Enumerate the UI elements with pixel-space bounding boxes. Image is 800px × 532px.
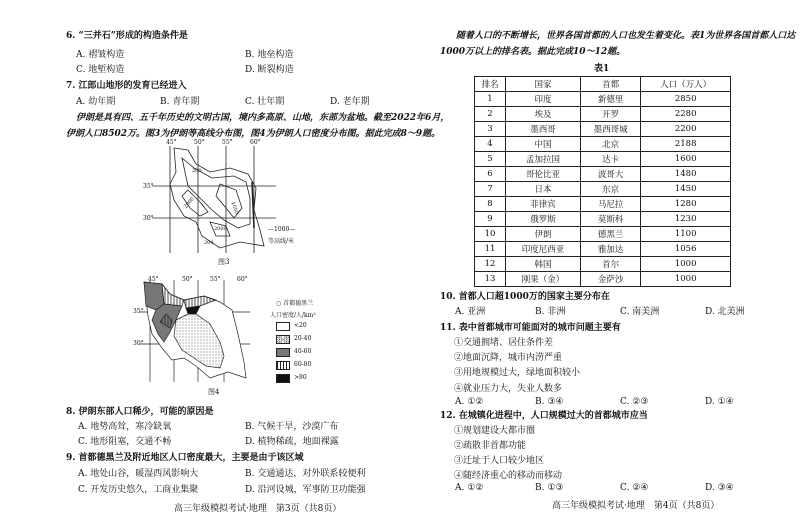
table-header-cell: 排名 [475,77,506,92]
table-row [475,137,731,152]
table-cell: 1450 [641,182,731,197]
q12-option-c: C. ②④ [620,483,649,493]
q10-option-c: C. 南美洲 [620,307,660,317]
fig3-lon-60: 60° [250,139,261,146]
table-cell: 新德里 [581,92,641,107]
q8-option-b: B. 气候干旱，沙漠广布 [245,422,339,432]
fig3-contour-label: 1000 [229,200,240,216]
fig4-lat-35: 35° [133,308,144,315]
table-cell: 10 [475,227,506,242]
q11-option-b: B. ③④ [535,397,564,407]
table-cell: 北京 [581,137,641,152]
table-cell: 伊朗 [506,227,581,242]
q10-option-a: A. 亚洲 [455,307,486,317]
table-row [475,242,731,257]
table-row [475,227,731,242]
q7-option-b: B. 青年期 [160,97,200,107]
q11-item: ①交通拥堵、居住条件差 [454,338,554,348]
table-row [475,122,731,137]
right-passage-line-2: 1000万以上的排名表。据此完成10～12题。 [440,47,626,57]
q11-item: ②地面沉降，城市内涝严重 [454,353,563,363]
q7-option-d: D. 老年期 [330,97,370,107]
table-cell: 孟加拉国 [506,152,581,167]
question-6-stem: 6. “三并石”形成的构造条件是 [66,31,188,41]
table-cell: 波哥大 [581,167,641,182]
question-12-stem: 12. 在城镇化进程中，人口规模过大的首都城市应当 [440,411,648,421]
table-cell: 7 [475,182,506,197]
table-cell: 1 [475,92,506,107]
fig4-lon-60: 60° [237,276,248,283]
table-header-row [475,77,731,92]
question-8-stem: 8. 伊朗东部人口稀少，可能的原因是 [66,407,214,417]
q10-option-b: B. 非洲 [535,307,566,317]
table-cell: 埃及 [506,107,581,122]
fig4-lat-30: 30° [133,340,144,347]
table-header-cell: 国家 [506,77,581,92]
fig3-lon-50: 50° [194,139,205,146]
fig4-lon-45: 45° [148,276,159,283]
fig3-contour-label: 2000 [214,226,227,232]
legend-label: <20 [294,322,307,329]
capital-population-table [474,76,731,287]
legend-swatch-40-60 [276,348,290,357]
table-cell: 1280 [641,197,731,212]
fig3-legend-line: —1000— [268,226,296,233]
q8-option-d: D. 植物稀疏，地面裸露 [245,437,339,447]
table-header-cell: 人口（万人） [641,77,731,92]
fig3-lat-30: 30° [143,215,154,222]
table-row [475,182,731,197]
page-footer-right: 高三年级模拟考试·地理 第4页（共8页） [552,501,720,511]
table-cell: 开罗 [581,107,641,122]
table-row [475,212,731,227]
fig3-lon-55: 55° [222,139,233,146]
fig4-lon-50: 50° [182,276,193,283]
q12-option-d: D. ③④ [705,483,734,493]
legend-label: >80 [294,374,307,381]
figure-4-population-density-map [140,276,260,384]
passage-line-1: 伊朗是具有四、五千年历史的文明古国，境内多高原、山地，东部为盆地。截至2022年6月， [76,113,450,123]
table-row [475,167,731,182]
table-cell: 2850 [641,92,731,107]
fig4-legend-title: 人口密度/人/km² [270,312,316,319]
q12-option-b: B. ①③ [535,483,564,493]
table-row [475,257,731,272]
question-10-stem: 10. 首都人口超1000万的国家主要分布在 [440,292,610,302]
table-cell: 2280 [641,107,731,122]
q12-item: ②疏散非首都功能 [454,441,527,451]
table-cell: 8 [475,197,506,212]
table-cell: 13 [475,272,506,287]
table-cell: 2 [475,107,506,122]
table-cell: 墨西哥城 [581,122,641,137]
legend-label: 60-80 [294,361,312,368]
q12-item: ③迁址于人口较少地区 [454,456,545,466]
legend-swatch-gt80 [276,374,290,383]
table-cell: 马尼拉 [581,197,641,212]
table-row [475,197,731,212]
question-7-stem: 7. 江郎山地形的发育已经进入 [66,81,187,91]
table-cell: 11 [475,242,506,257]
table-cell: 菲律宾 [506,197,581,212]
table-cell: 印度 [506,92,581,107]
q11-option-c: C. ②③ [620,397,649,407]
q11-option-a: A. ①② [455,397,484,407]
table-cell: 1480 [641,167,731,182]
fig3-lat-35: 35° [143,183,154,190]
table-cell: 3 [475,122,506,137]
table-cell: 金萨沙 [581,272,641,287]
fig4-capital-label: ○ 首都德黑兰 [276,300,314,307]
q12-option-a: A. ①② [455,483,484,493]
table-cell: 中国 [506,137,581,152]
fig4-caption: 图4 [208,388,220,396]
table-cell: 6 [475,167,506,182]
table-cell: 莫斯科 [581,212,641,227]
table-cell: 2188 [641,137,731,152]
page-footer-left: 高三年级模拟考试·地理 第3页（共8页） [174,504,342,514]
table-cell: 德黑兰 [581,227,641,242]
table-cell: 韩国 [506,257,581,272]
legend-label: 40-60 [294,348,312,355]
q9-option-c: C. 开发历史悠久，工商业集聚 [78,485,199,495]
fig3-contour-label: 200 [192,168,202,174]
table-cell: 1100 [641,227,731,242]
table-cell: 1000 [641,272,731,287]
table-cell: 12 [475,257,506,272]
table-row [475,272,731,287]
q8-option-a: A. 地势高耸，寒冷缺氧 [78,422,172,432]
fig3-caption: 图3 [218,258,230,266]
table-cell: 1230 [641,212,731,227]
q6-option-c: C. 地堑构造 [76,65,125,75]
legend-label: 20-40 [294,335,312,342]
table-row [475,152,731,167]
table-cell: 墨西哥 [506,122,581,137]
q6-option-b: B. 地垒构造 [245,50,294,60]
q10-option-d: D. 北美洲 [705,307,745,317]
q12-item: ④随经济重心的移动而移动 [454,471,563,481]
table-cell: 5 [475,152,506,167]
table-cell: 刚果（金） [506,272,581,287]
passage-line-2: 伊朗人口8502万。图3为伊朗等高线分布图，图4为伊朗人口密度分布图。据此完成8～9题。 [66,129,441,139]
table-cell: 雅加达 [581,242,641,257]
table-cell: 1600 [641,152,731,167]
q12-item: ①规划建设大都市圈 [454,426,536,436]
q8-option-c: C. 地形阻塞，交通不畅 [78,437,172,447]
q9-option-d: D. 沿河设城，军事防卫功能强 [245,485,366,495]
table-cell: 首尔 [581,257,641,272]
q6-option-d: D. 断裂构造 [245,65,294,75]
q11-item: ③用地规模过大，绿地面积较小 [454,368,581,378]
q9-option-a: A. 地处山谷，暖湿西风影响大 [78,469,199,479]
legend-swatch-lt20 [276,322,290,331]
table-cell: 2200 [641,122,731,137]
table-cell: 1000 [641,257,731,272]
table-cell: 东京 [581,182,641,197]
table-cell: 4 [475,137,506,152]
fig3-contour-label: 200 [204,240,214,246]
table-cell: 1056 [641,242,731,257]
table-header-cell: 首都 [581,77,641,92]
fig3-legend-label: 等高线/米 [268,238,295,245]
q9-option-b: B. 交通通达，对外联系较便利 [245,469,366,479]
right-passage-line-1: 随着人口的不断增长，世界各国首都的人口也发生着变化。表1为世界各国首都人口达 [456,31,796,41]
q11-item: ④就业压力大，失业人数多 [454,384,563,394]
question-9-stem: 9. 首都德黑兰及附近地区人口密度最大，主要是由于该区域 [66,453,304,463]
q11-option-d: D. ①④ [705,397,734,407]
question-11-stem: 11. 表中首都城市可能面对的城市问题主要有 [440,323,621,333]
fig4-lon-55: 55° [210,276,221,283]
q7-option-c: C. 壮年期 [245,97,285,107]
fig3-lon-45: 45° [166,139,177,146]
table-row [475,107,731,122]
table-cell: 俄罗斯 [506,212,581,227]
table-cell: 达卡 [581,152,641,167]
q6-option-a: A. 褶皱构造 [76,50,125,60]
table-title: 表1 [594,64,610,74]
legend-swatch-60-80 [276,361,290,370]
table-row [475,92,731,107]
table-cell: 哥伦比亚 [506,167,581,182]
table-cell: 印度尼西亚 [506,242,581,257]
fig3-contour-label: 2000 [182,196,196,210]
legend-swatch-20-40 [276,335,290,344]
q7-option-a: A. 幼年期 [76,97,116,107]
table-cell: 9 [475,212,506,227]
table-cell: 日本 [506,182,581,197]
